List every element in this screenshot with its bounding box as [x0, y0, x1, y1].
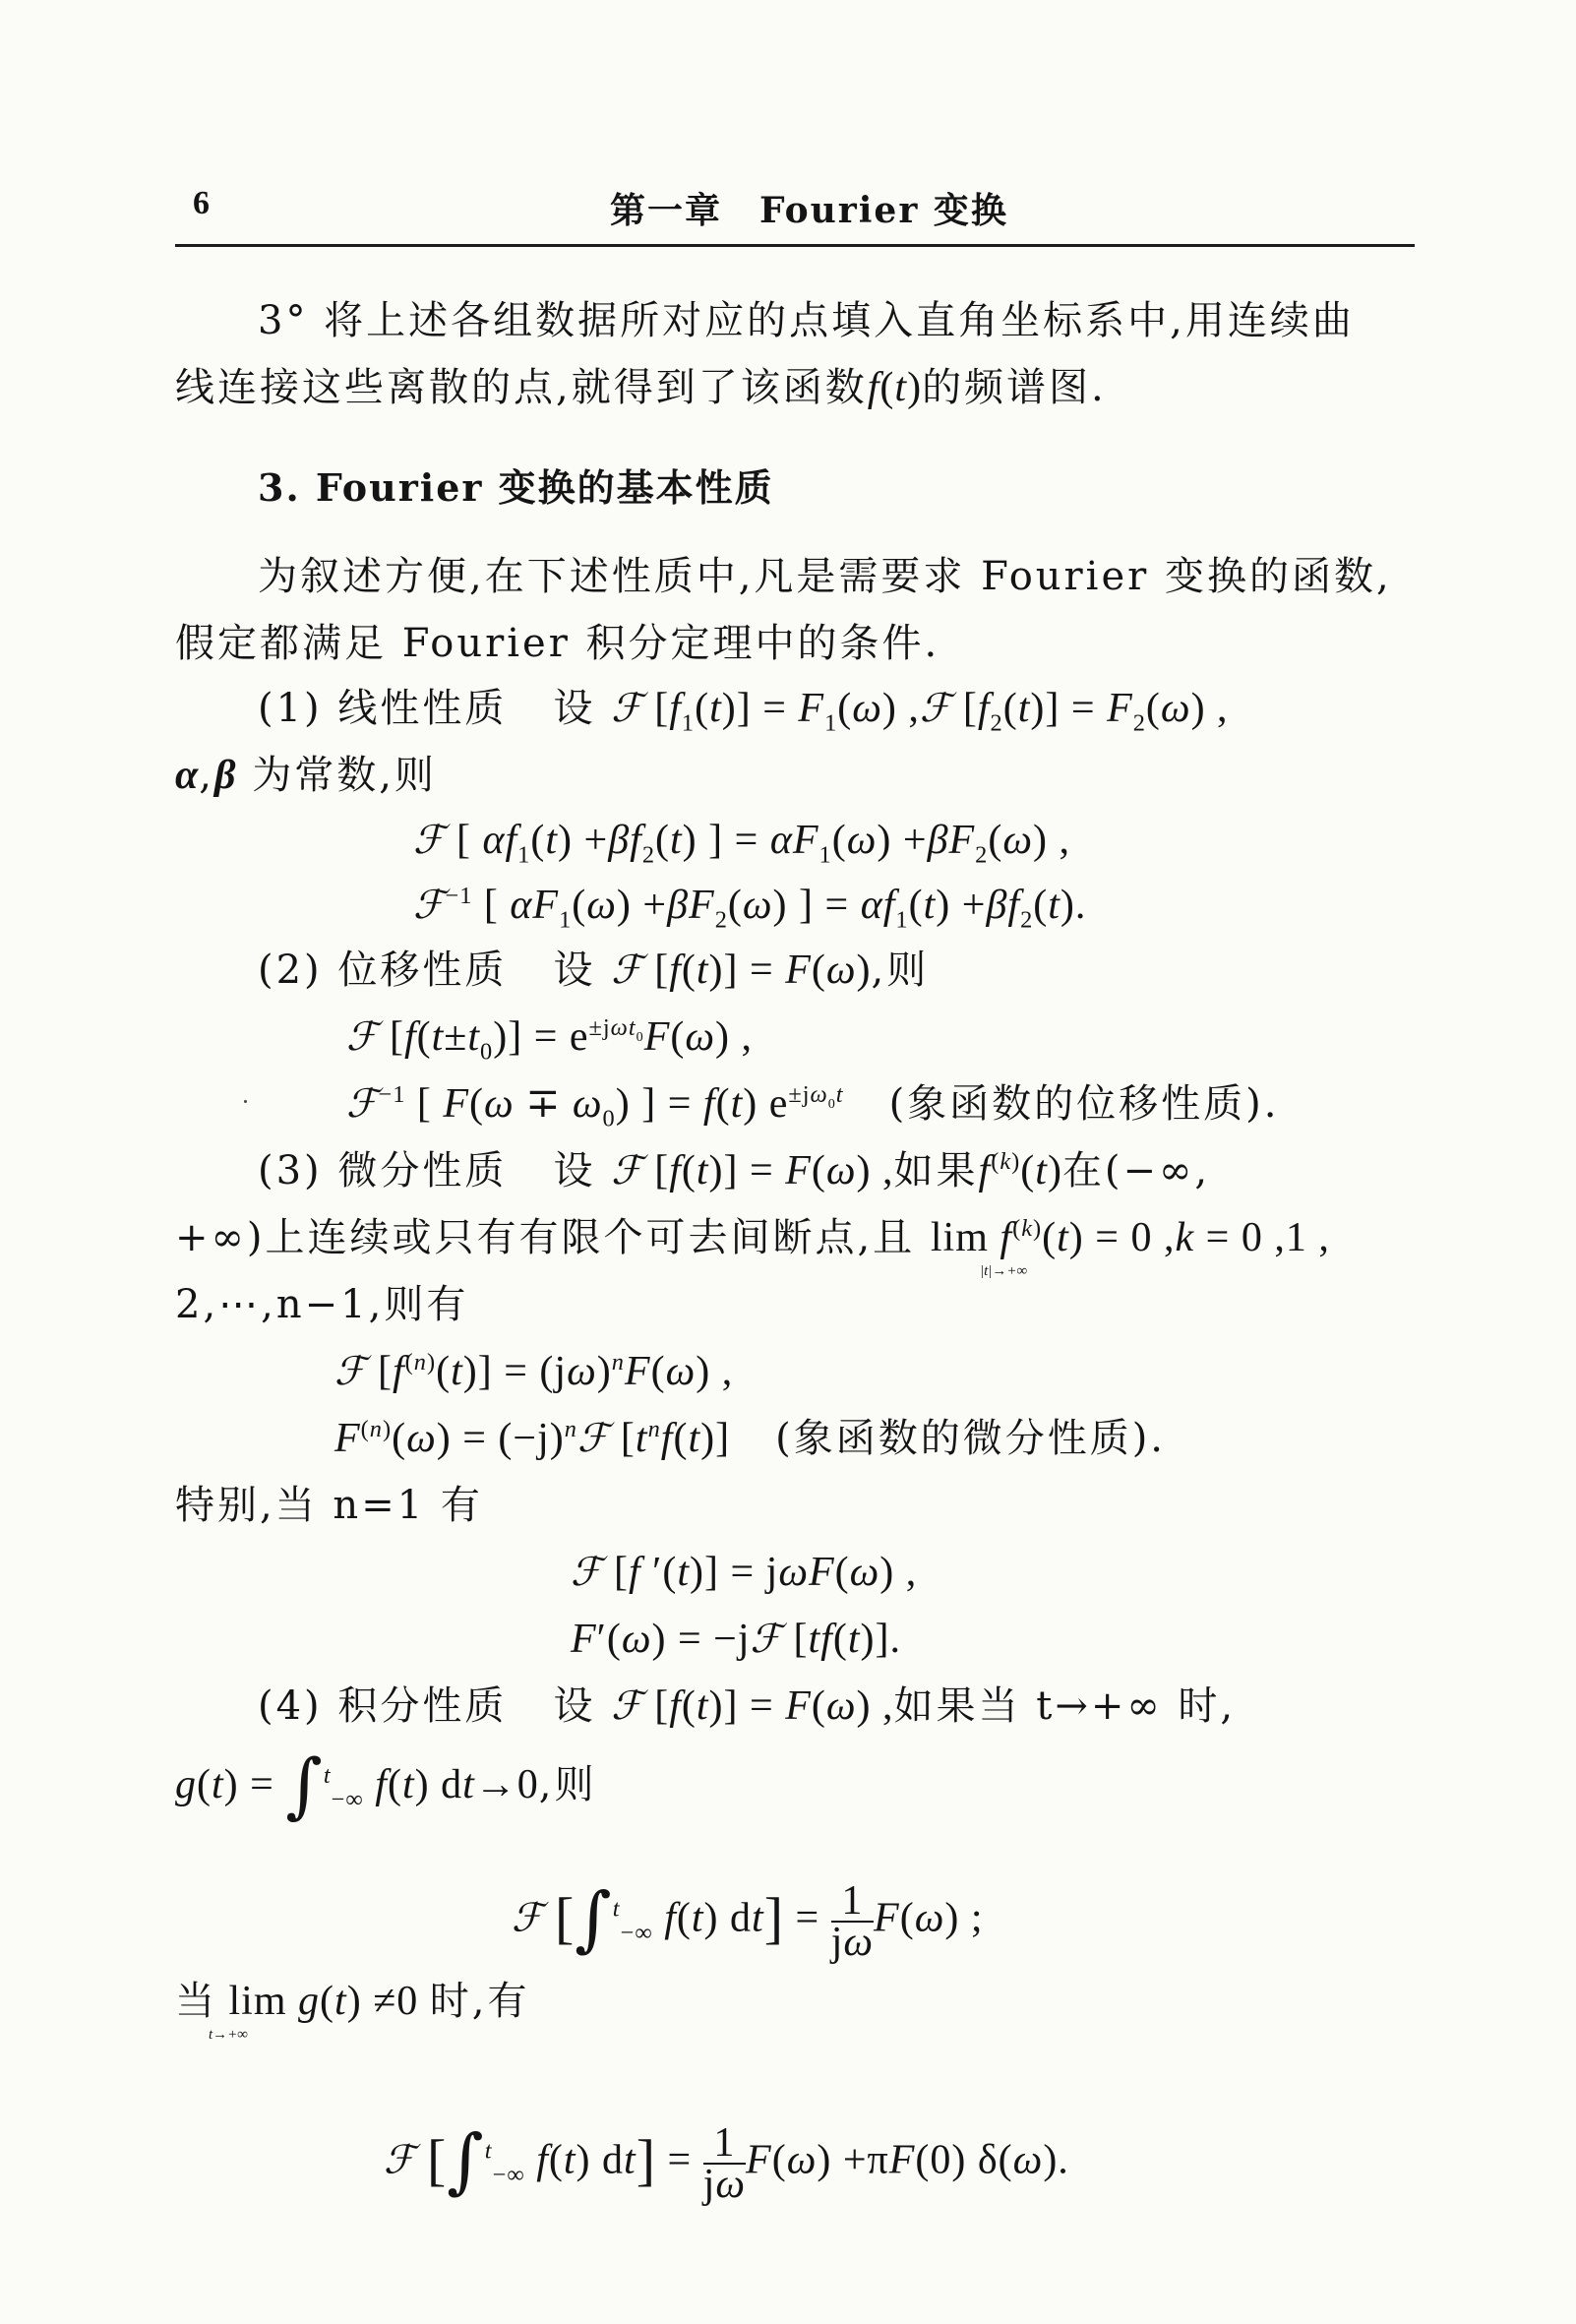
header-rule	[175, 244, 1415, 247]
prop1-line2: α,β 为常数,则	[175, 753, 437, 798]
linearity-formula-1: ℱ [ $\alpha f_1(t) +\beta f_2(t)$ ] = $\alpha F_1(\omega) +\beta F_2(\omega)$ ,	[413, 818, 1070, 869]
limit-condition-line: 当 lim g(t) ≠0 时,有	[175, 1979, 530, 2024]
prop3-line1: (3) 微分性质 设 ℱ [f(t)] = F(ω) ,如果$f^{(k)}(t)$在(−∞,	[258, 1148, 1211, 1193]
step3-line2: 线连接这些离散的点,就得到了该函数f(t)的频谱图.	[175, 365, 1107, 410]
prop3-line2: +∞)上连续或只有有限个可去间断点,且 $\lim f^{(k)}(t) = 0$ ,k = 0 ,1 ,	[175, 1215, 1330, 1260]
page-number: 6	[193, 185, 210, 221]
integral-formula-1: ℱ [∫$^t_{-\infty}$ f(t) dt] = $\frac{1}{j\omega}$ F(ω) ;	[512, 1876, 984, 1965]
intro-line1: 为叙述方便,在下述性质中,凡是需要求 Fourier 变换的函数,	[258, 554, 1392, 599]
chapter-title: 第一章 Fourier 变换	[610, 190, 1008, 231]
section-title: 3. Fourier 变换的基本性质	[258, 465, 774, 510]
shift-formula-2: ℱ$^{-1}$ [ $F(\omega \mp \omega_0)$ ] = f(t) $e^{\pm j\omega_0t}$ (象函数的位移性质).	[346, 1081, 1280, 1132]
stray-mark	[244, 1100, 247, 1103]
shift-formula-1: ℱ $[f(t\pm t_0)] = e^{\pm j\omega t_0}F(\omega)$ ,	[346, 1014, 754, 1066]
prop1-line1: (1) 线性性质 设 ℱ $[f_1(t)] = F_1(\omega)$ ,ℱ $[f_2(t)] = F_2(\omega)$ ,	[258, 686, 1229, 737]
limit-subscript-1: |t|→+∞	[980, 1263, 1028, 1279]
prop2-line1: (2) 位移性质 设 ℱ [f(t)] = F(ω),则	[258, 948, 930, 993]
special-case-line: 特别,当 n=1 有	[175, 1483, 483, 1528]
limit-subscript-2: t→+∞	[209, 2027, 248, 2043]
integral-formula-2: ℱ [∫$^t_{-\infty}$ f(t) dt] = $\frac{1}{j\omega}$ F(ω) +πF(0) δ(ω).	[384, 2118, 1069, 2207]
prop4-line1: (4) 积分性质 设 ℱ [f(t)] = F(ω) ,如果当 t→+∞ 时,	[258, 1683, 1237, 1729]
integral-definition: g(t) = ∫$^t_{-\infty}$ f(t) dt→0,则	[175, 1743, 597, 1826]
step3-line1: 3° 将上述各组数据所对应的点填入直角坐标系中,用连续曲	[258, 298, 1355, 343]
linearity-formula-2: ℱ$^{-1}$ [ $\alpha F_1(\omega) +\beta F_2(\omega)$ ] = $\alpha f_1(t) +\beta f_2(t)$.	[413, 883, 1087, 934]
diff-formula-1: ℱ $[f^{(n)}(t)] = (j\omega)^nF(\omega)$ ,	[334, 1349, 734, 1394]
diff-formula-2: $F^{(n)}(\omega)$ = $(-j)^nℱ$ $[t^nf(t)]$ (象函数的微分性质).	[334, 1416, 1167, 1461]
intro-line2: 假定都满足 Fourier 积分定理中的条件.	[175, 621, 940, 666]
prop3-line3: 2,⋯,n−1,则有	[175, 1282, 469, 1327]
diff-formula-4: F′(ω) = −jℱ [tf(t)].	[571, 1617, 901, 1662]
diff-formula-3: ℱ [f ′(t)] = jωF(ω) ,	[571, 1550, 918, 1595]
